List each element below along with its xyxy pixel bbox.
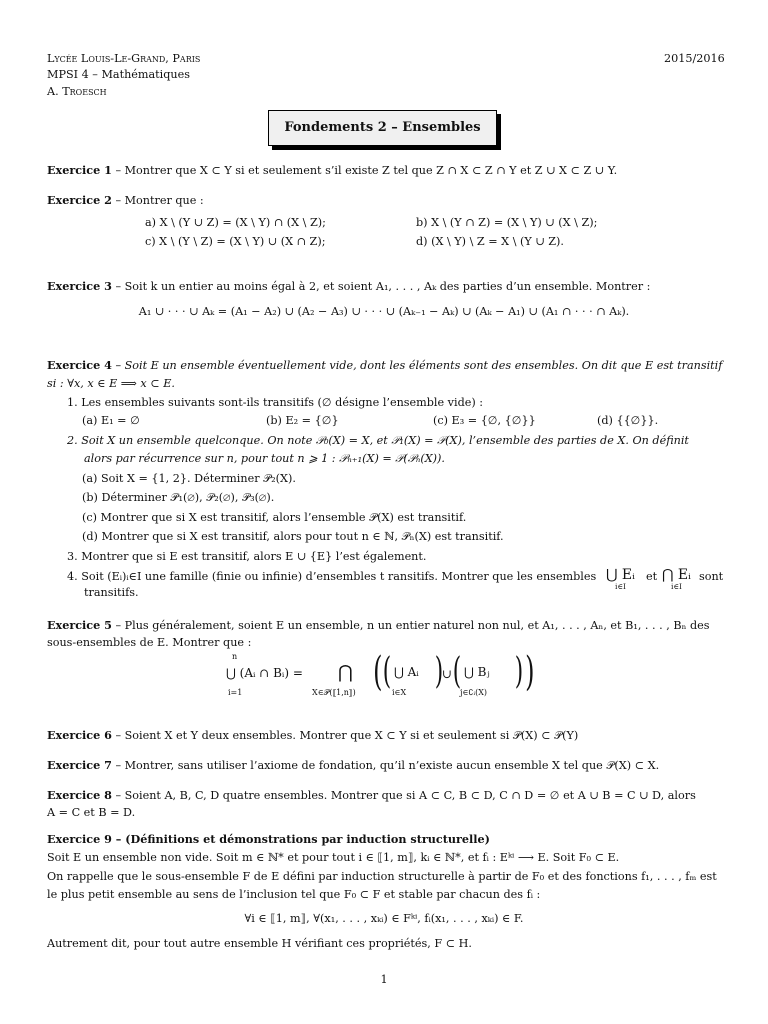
exercise-4-q4-inter: ⋂ Eᵢ i∈I	[662, 567, 691, 591]
left-paren-right: (	[452, 651, 462, 692]
exercise-9-line-4: Autrement dit, pour tout autre ensemble H vérifiant ces propriétés, F ⊂ H.	[47, 937, 472, 950]
left-paren-inner: (	[382, 651, 392, 692]
exercise-text: – Soit k un entier au moins égal à 2, et soient A₁, . . . , Aₖ des parties d’un ensemble. Montrer :	[115, 280, 651, 293]
exercise-4-q2-line1: 2. Soit X un ensemble quelconque. On note 𝒫₀(X) = X, et 𝒫₁(X) = 𝒫(X), l’ensemble des parties de X. On définit	[67, 434, 689, 447]
exercise-1	[47, 164, 617, 177]
exercise-2-item-c: c) X \ (Y \ Z) = (X \ Y) ∪ (X ∩ Z);	[145, 235, 326, 248]
header-author: A. Troesch	[47, 85, 107, 98]
exercise-4-intro-2: si : ∀x, x ∈ E ⟹ x ⊂ E.	[47, 377, 175, 390]
exercise-text: – Montrer, sans utiliser l’axiome de fondation, qu’il n’existe aucun ensemble X tel que 𝒫(X) ⊂ X.	[115, 759, 660, 772]
exercise-4-q1: 1. Les ensembles suivants sont-ils transitifs (∅ désigne l’ensemble vide) :	[67, 396, 484, 409]
exercise-4-q4-line2: transitifs.	[84, 586, 139, 599]
right-paren-inner: )	[434, 651, 444, 692]
header-class: MPSI 4 – Mathématiques	[47, 68, 190, 81]
exercise-label: Exercice 3	[47, 279, 112, 293]
exercise-4-q2-line2: alors par récurrence sur n, pour tout n ⩾ 1 : 𝒫ₙ₊₁(X) = 𝒫(𝒫ₙ(X)).	[84, 452, 445, 465]
exercise-8-text-2: A = C et B = D.	[47, 806, 136, 819]
exercise-label: Exercice 7	[47, 758, 112, 772]
exercise-9-line-1: Soit E un ensemble non vide. Soit m ∈ ℕ* et pour tout i ∈ ⟦1, m⟧, kᵢ ∈ ℕ*, et fᵢ : Eᵏⁱ ⟶ E. Soit F₀ ⊂ E.	[47, 851, 620, 864]
exercise-label: Exercice 6	[47, 728, 112, 742]
exercise-9-label: Exercice 9 – (Définitions et démonstrations par induction structurelle)	[47, 832, 490, 846]
exercise-2-item-d: d) (X \ Y) \ Z = X \ (Y ∪ Z).	[416, 235, 564, 248]
exercise-6	[47, 729, 578, 742]
exercise-5-text-2: sous-ensembles de E. Montrer que :	[47, 636, 252, 649]
exercise-9-formula: ∀i ∈ ⟦1, m⟧, ∀(x₁, . . . , xₖᵢ) ∈ Fᵏⁱ, fᵢ(x₁, . . . , xₖᵢ) ∈ F.	[244, 912, 524, 925]
exercise-label: Exercice 4	[47, 358, 112, 372]
header-year: 2015/2016	[664, 52, 725, 65]
exercise-7	[47, 759, 659, 772]
exercise-4-q2c: (c) Montrer que si X est transitif, alors l’ensemble 𝒫(X) est transitif.	[82, 511, 467, 524]
page-title: Fondements 2 – Ensembles	[268, 110, 497, 146]
exercise-text: – Soient X et Y deux ensembles. Montrer que X ⊂ Y si et seulement si 𝒫(X) ⊂ 𝒫(Y)	[115, 729, 579, 742]
exercise-text: – Soit E un ensemble éventuellement vide, dont les éléments sont des ensembles. On dit que E est transitif	[115, 359, 723, 372]
exercise-2	[47, 194, 204, 207]
exercise-label: Exercice 1	[47, 163, 112, 177]
exercise-3	[47, 280, 650, 293]
exercise-4-q2a: (a) Soit X = {1, 2}. Déterminer 𝒫₂(X).	[82, 472, 296, 485]
exercise-2-item-b: b) X \ (Y ∩ Z) = (X \ Y) ∪ (X \ Z);	[416, 216, 598, 229]
exercise-4-q4-and: et	[646, 570, 658, 583]
exercise-4	[47, 359, 722, 372]
exercise-4-q1a: (a) E₁ = ∅	[82, 414, 140, 427]
exercise-4-q1b: (b) E₂ = {∅}	[266, 414, 339, 427]
exercise-4-q4-end: sont	[699, 570, 724, 583]
exercise-text: – Plus généralement, soient E un ensemble, n un entier naturel non nul, et A₁, . . . , Aₙ, et B₁, . . . , Bₙ des	[115, 619, 710, 632]
exercise-3-formula: A₁ ∪ · · · ∪ Aₖ = (A₁ − A₂) ∪ (A₂ − A₃) ∪ · · · ∪ (Aₖ₋₁ − Aₖ) ∪ (Aₖ − A₁) ∪ (A₁ ∩ · · · ∩ Aₖ).	[138, 305, 630, 318]
page-number: 1	[380, 973, 388, 986]
exercise-4-q1d: (d) {{∅}}.	[597, 414, 659, 427]
exercise-9-line-2: On rappelle que le sous-ensemble F de E défini par induction structurelle à partir de F₀ et des fonctions f₁, . . . , fₘ est	[47, 870, 717, 883]
exercise-4-q1c: (c) E₃ = {∅, {∅}}	[433, 414, 536, 427]
exercise-2-item-a: a) X \ (Y ∪ Z) = (X \ Y) ∩ (X \ Z);	[145, 216, 326, 229]
exercise-text: – Montrer que X ⊂ Y si et seulement s’il existe Z tel que Z ∩ X ⊂ Z ∩ Y et Z ∪ X ⊂ Z ∪ Y.	[115, 164, 618, 177]
exercise-5-formula: n ⋃ (Aᵢ ∩ Bᵢ) = i=1 ⋂ X∈𝒫(⟦1,n⟧) ( ( ⋃ Aᵢ i∈X ) ∪ ( ⋃ Bⱼ j∈∁ᵢ(X) ) )	[226, 649, 535, 697]
exercise-5	[47, 619, 710, 632]
left-paren-outer: (	[373, 649, 383, 695]
exercise-4-q4-union: ⋃ Eᵢ i∈I	[606, 567, 635, 591]
exercise-4-q2d: (d) Montrer que si X est transitif, alors pour tout n ∈ ℕ, 𝒫ₙ(X) est transitif.	[82, 530, 504, 543]
exercise-label: Exercice 2	[47, 193, 112, 207]
right-paren-right: )	[514, 651, 524, 692]
exercise-text: – Soient A, B, C, D quatre ensembles. Montrer que si A ⊂ C, B ⊂ D, C ∩ D = ∅ et A ∪ B = C ∪ D, alors	[115, 789, 696, 802]
exercise-4-q4-line1: 4. Soit (Eᵢ)ᵢ∈I une famille (finie ou infinie) d’ensembles t ransitifs. Montrer que les ensembles	[67, 570, 597, 583]
exercise-8	[47, 789, 696, 802]
exercise-4-q3: 3. Montrer que si E est transitif, alors E ∪ {E} l’est également.	[67, 550, 427, 563]
exercise-text: – Montrer que :	[115, 194, 204, 207]
exercise-label: Exercice 8	[47, 788, 112, 802]
exercise-4-q2b: (b) Déterminer 𝒫₁(∅), 𝒫₂(∅), 𝒫₃(∅).	[82, 491, 275, 504]
exercise-9-line-3: le plus petit ensemble au sens de l’inclusion tel que F₀ ⊂ F et stable par chacun des fᵢ :	[47, 888, 541, 901]
header-school: Lycée Louis-Le-Grand, Paris	[47, 52, 201, 65]
right-paren-outer: )	[525, 649, 535, 695]
exercise-label: Exercice 5	[47, 618, 112, 632]
